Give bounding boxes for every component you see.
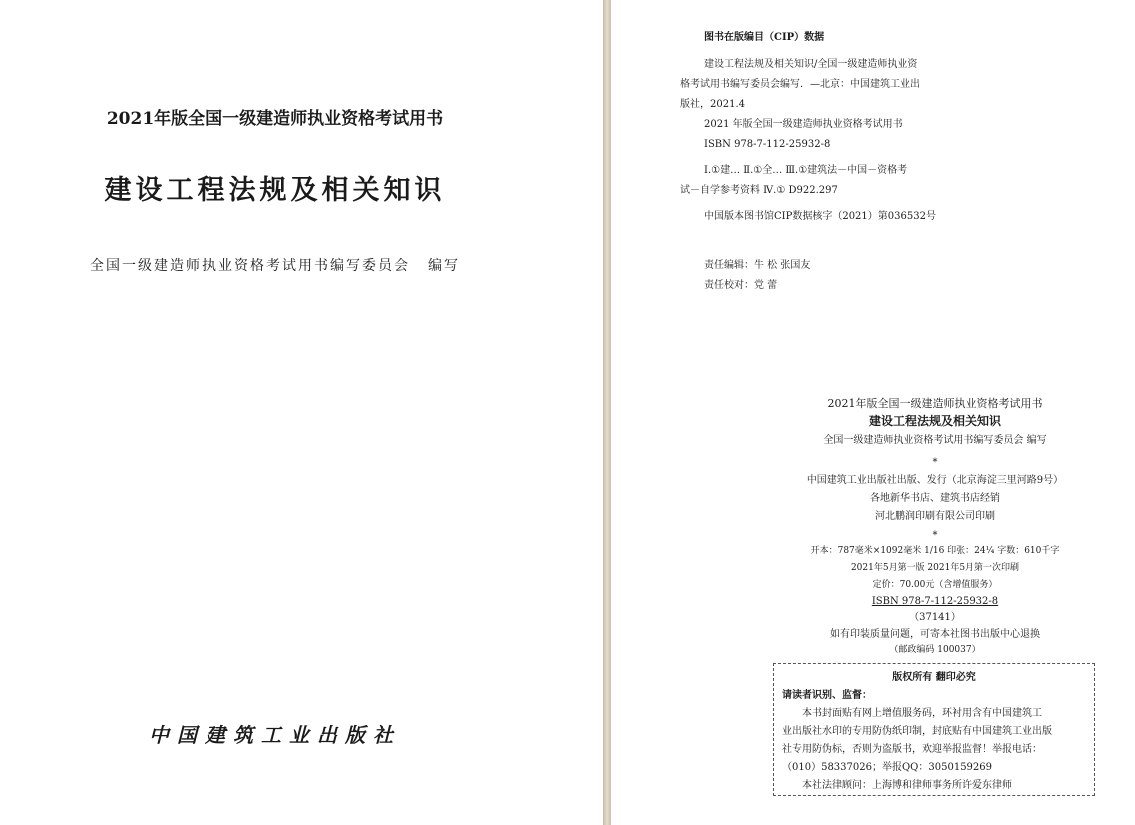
book-spine	[603, 0, 611, 825]
publisher-logo: 中国建筑工业出版社	[149, 723, 401, 747]
notice-line: （010）58337026；举报QQ：3050159269	[782, 762, 993, 773]
series-title: 2021年版全国一级建造师执业资格考试用书	[106, 109, 444, 129]
author-role: 编写	[428, 258, 460, 274]
cip-line: 2021 年版全国一级建造师执业资格考试用书	[704, 119, 903, 130]
cip-line: 版社，2021.4	[680, 99, 745, 110]
cip-heading: 图书在版编目（CIP）数据	[704, 32, 825, 43]
imprint-author: 全国一级建造师执业资格考试用书编写委员会 编写	[823, 435, 1047, 446]
notice-intro: 请读者识别、监督：	[782, 690, 872, 701]
imprint-publisher: 中国建筑工业出版社出版、发行（北京海淀三里河路9号）	[806, 475, 1064, 486]
imprint-postcode: （邮政编码 100037）	[889, 645, 981, 655]
imprint-code: （37141）	[909, 612, 961, 623]
imprint-return-note: 如有印装质量问题，可寄本社图书出版中心退换	[830, 629, 1040, 640]
cip-line: 试－自学参考资料 Ⅳ.① D922.297	[680, 185, 838, 196]
cip-isbn: ISBN 978-7-112-25932-8	[704, 139, 831, 150]
responsible-proofreader: 责任校对：党 蕾	[704, 280, 778, 291]
notice-line: 社专用防伪标，否则为盗版书，欢迎举报监督！举报电话：	[782, 744, 1042, 755]
author-name: 全国一级建造师执业资格考试用书编写委员会	[90, 258, 410, 274]
book-title: 建设工程法规及相关知识	[104, 175, 446, 206]
copyright-notice-box	[773, 663, 1095, 796]
imprint-book-title: 建设工程法规及相关知识	[868, 414, 1001, 428]
cip-line: 格考试用书编写委员会编写．—北京：中国建筑工业出	[680, 79, 920, 90]
imprint-printer: 河北鹏润印刷有限公司印刷	[875, 511, 995, 522]
cip-line: Ⅰ.①建… Ⅱ.①全… Ⅲ.①建筑法－中国－资格考	[704, 165, 908, 176]
cip-line: 建设工程法规及相关知识/全国一级建造师执业资	[704, 59, 918, 70]
imprint-edition: 2021年5月第一版 2021年5月第一次印刷	[850, 563, 1020, 573]
cip-number: 中国版本图书馆CIP数据核字（2021）第036532号	[704, 211, 936, 222]
notice-legal-counsel: 本社法律顾问：上海博和律师事务所许爱东律师	[802, 780, 1012, 791]
notice-line: 本书封面贴有网上增值服务码，环衬用含有中国建筑工	[802, 708, 1042, 719]
imprint-series-title: 2021年版全国一级建造师执业资格考试用书	[827, 397, 1043, 410]
separator-star: *	[932, 530, 938, 541]
imprint-format: 开本：787毫米×1092毫米 1/16 印张：24¼ 字数：610千字	[810, 546, 1060, 556]
author-line	[0, 255, 550, 275]
responsible-editor: 责任编辑：牛 松 张国友	[704, 260, 811, 271]
separator-star: *	[932, 457, 938, 468]
imprint-price: 定价：70.00元（含增值服务）	[872, 580, 998, 590]
imprint-isbn: ISBN 978-7-112-25932-8	[871, 596, 999, 607]
imprint-distributor: 各地新华书店、建筑书店经销	[870, 493, 1000, 504]
notice-title: 版权所有 翻印必究	[892, 672, 976, 683]
notice-line: 业出版社水印的专用防伪纸印制，封底贴有中国建筑工业出版	[782, 726, 1052, 737]
